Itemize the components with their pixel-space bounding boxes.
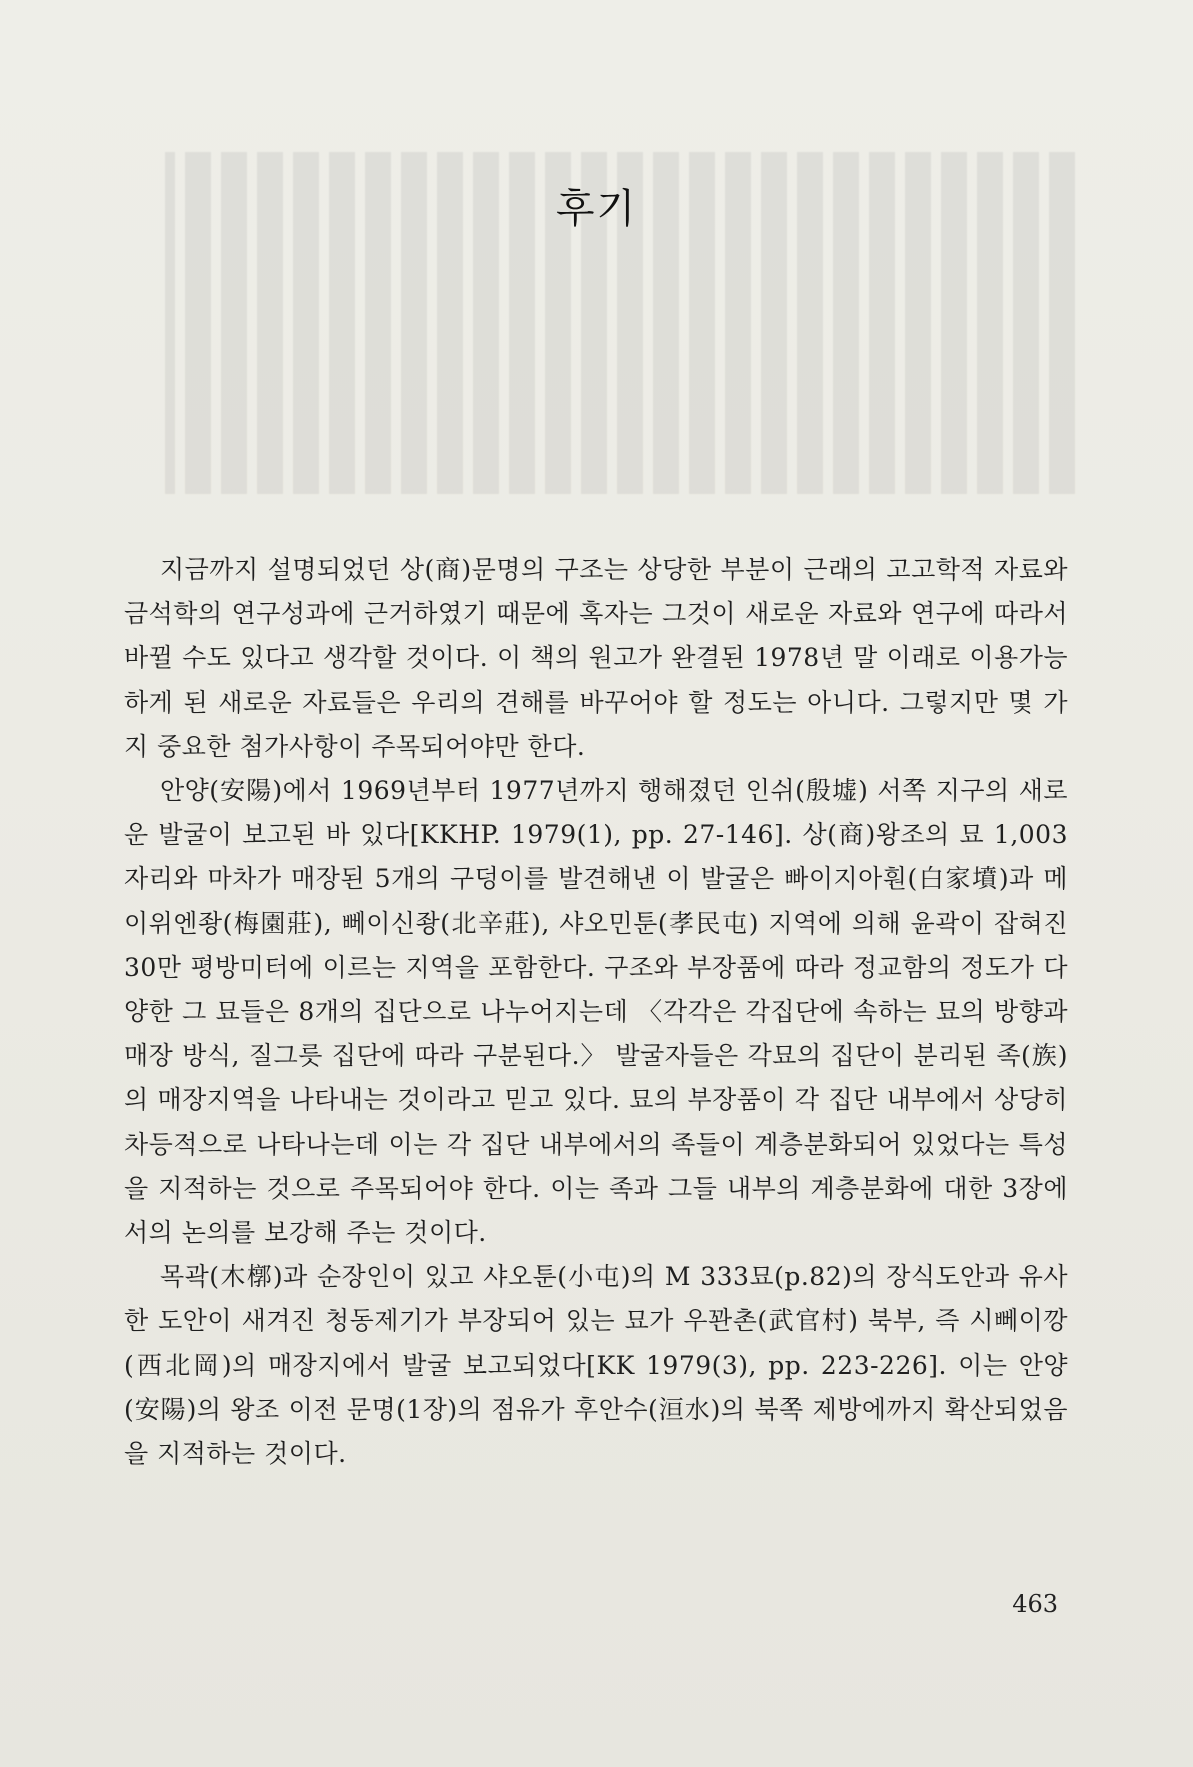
page-title: 후기 xyxy=(555,185,638,232)
paragraph-3: 목곽(木槨)과 순장인이 있고 샤오툰(小屯)의 M 333묘(p.82)의 장식도안과 유사한 도안이 새겨진 청동제기가 부장되어 있는 묘가 우꽌촌(武官村) 북부, 즉 시뻬이깡(西北岡)의 매장지에서 발굴 보고되었다[KK 1979(3), pp. 223-226]. 이는 안양(安陽)의 왕조 이전 문명(1장)의 점유가 후안수(洹水)의 북쪽 제방에까지 확산되었음을 지적하는 것이다. xyxy=(124,1262,1068,1469)
paragraph-1: 지금까지 설명되었던 상(商)문명의 구조는 상당한 부분이 근래의 고고학적 자료와 금석학의 연구성과에 근거하였기 때문에 혹자는 그것이 새로운 자료와 연구에 따라서 바뀔 수도 있다고 생각할 것이다. 이 책의 원고가 완결된 1978년 말 이래로 이용가능하게 된 새로운 자료들은 우리의 견해를 바꾸어야 할 정도는 아니다. 그렇지만 몇 가지 중요한 첨가사항이 주목되어야만 한다. xyxy=(124,555,1068,761)
paragraph-2: 안양(安陽)에서 1969년부터 1977년까지 행해졌던 인쉬(殷墟) 서쪽 지구의 새로운 발굴이 보고된 바 있다[KKHP. 1979(1), pp. 27-146]. 상(商)왕조의 묘 1,003자리와 마차가 매장된 5개의 구덩이를 발견해낸 이 발굴은 빠이지아훤(白家墳)과 메이위엔좡(梅園莊), 뻬이신좡(北辛莊), 샤오민툰(孝民屯) 지역에 의해 윤곽이 잡혀진 30만 평방미터에 이르는 지역을 포함한다. 구조와 부장품에 따라 정교함의 정도가 다양한 그 묘들은 8개의 집단으로 나누어지는데 〈각각은 각집단에 속하는 묘의 방향과 매장 방식, 질그릇 집단에 따라 구분된다.〉 발굴자들은 각묘의 집단이 분리된 족(族)의 매장지역을 나타내는 것이라고 믿고 있다. 묘의 부장품이 각 집단 내부에서 상당히 차등적으로 나타나는데 이는 각 집단 내부에서의 족들이 계층분화되어 있었다는 특성을 지적하는 것으로 주목되어야 한다. 이는 족과 그들 내부의 계층분화에 대한 3장에서의 논의를 보강해 주는 것이다. xyxy=(124,776,1068,1248)
page-number: 463 xyxy=(1012,1590,1058,1618)
body-text xyxy=(124,548,1068,1476)
